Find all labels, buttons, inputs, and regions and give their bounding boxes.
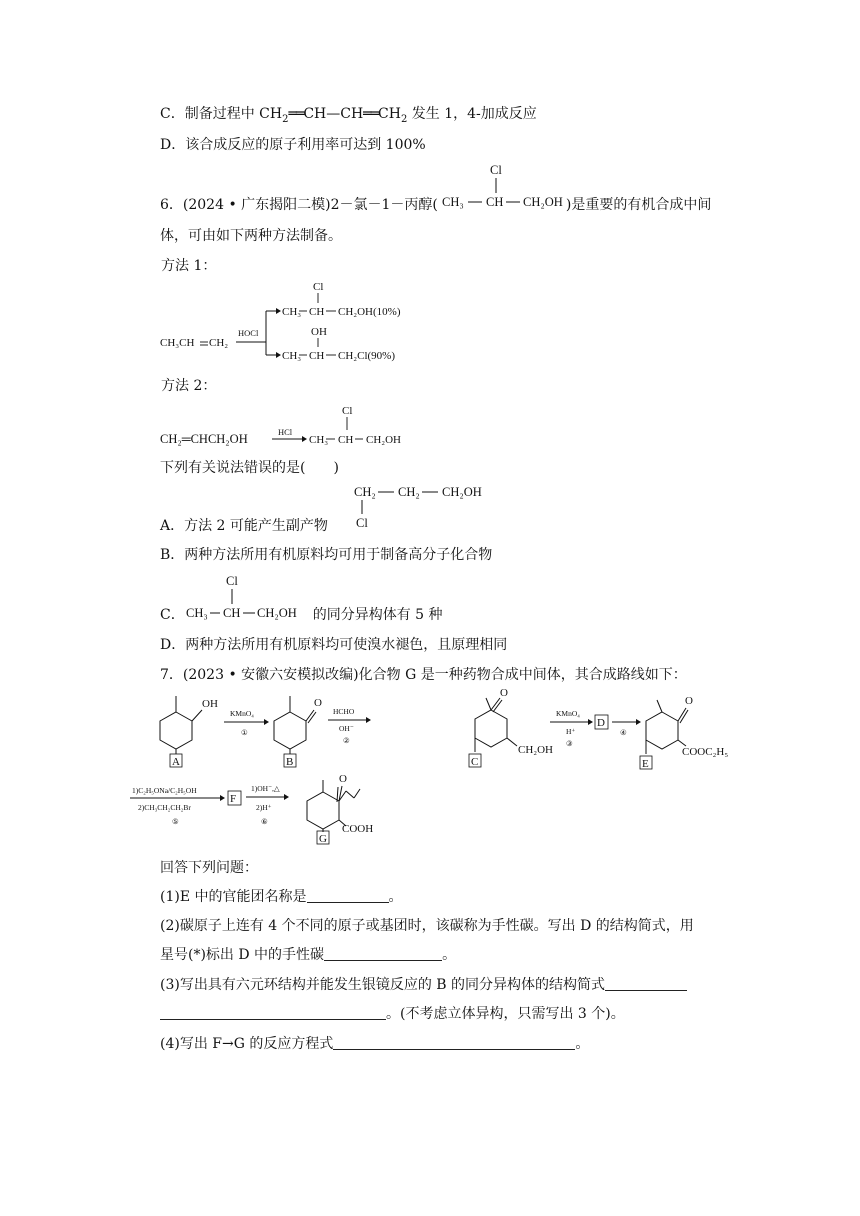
q3-end: 。(不考虑立体异构，只需写出 3 个)。 (386, 1006, 625, 1022)
q7-sub1 (160, 888, 403, 906)
compound-g (307, 773, 373, 845)
r1: KMnO₄ (230, 709, 254, 718)
label-c: C (471, 756, 479, 768)
q7-sub2-line2 (160, 946, 456, 964)
r3b: H⁺ (566, 727, 576, 736)
method1-label: 方法 1： (161, 258, 217, 274)
p1-tail: CH₂OH(10%) (338, 306, 401, 318)
q6-stem-structure (438, 162, 578, 214)
compound-c (469, 687, 553, 768)
c-ch3: CH₃ (186, 606, 208, 620)
q4-text: (4)写出 F→G 的反应方程式 (160, 1036, 334, 1052)
q6-stem-line2: 体，可由如下两种方法制备。 (160, 228, 342, 244)
m2-ch3: CH₃ (309, 434, 329, 446)
m2-ch: CH (338, 434, 354, 446)
p2-tail: CH₂Cl(90%) (338, 350, 395, 362)
g-o: O (339, 773, 347, 785)
r5a: 1)C₂H₅ONa/C₂H₅OH (132, 786, 197, 795)
q6-question: 下列有关说法错误的是( ) (160, 460, 339, 476)
q2-answer-blank[interactable] (324, 946, 442, 961)
option-c-pre: C． (160, 607, 185, 623)
ch-label: CH (486, 195, 504, 209)
q6-stem-pre: 6．(2024 • 广东揭阳二模)2－氯－1－丙醇( (160, 197, 438, 213)
q6-option-a: A．方法 2 可能产生副产物 (160, 518, 328, 534)
compound-b (274, 696, 322, 768)
q5-c-text-2: CH—CH (303, 106, 364, 122)
option-c-structure (184, 572, 324, 624)
p1-cl: Cl (313, 281, 324, 293)
hocl-reagent: HOCl (238, 328, 259, 338)
q5-option-d: D．该合成反应的原子利用率可达到 100% (160, 137, 426, 153)
p2-oh: OH (311, 326, 327, 338)
label-d: D (597, 717, 605, 729)
q6-stem (160, 196, 711, 214)
e-cooet: COOC₂H₅ (682, 746, 729, 758)
c-ch: CH (223, 606, 241, 620)
q7-sub3-line2 (160, 1005, 625, 1023)
q7-stem: 7．(2023 • 安徽六安模拟改编)化合物 G 是一种药物合成中间体，其合成路线如下： (160, 667, 687, 683)
r6b: 2)H⁺ (256, 803, 272, 812)
option-a-structure (352, 482, 492, 532)
q5-c-text-4: 发生 1，4-加成反应 (411, 106, 537, 122)
e-o: O (685, 695, 693, 707)
ch2oh-label: CH₂OH (523, 195, 563, 209)
q3-answer-blank-2[interactable] (160, 1005, 386, 1020)
g-cooh: COOH (342, 823, 374, 835)
q5-c-text-1: C．制备过程中 CH (160, 106, 283, 122)
q6-option-d: D．两种方法所用有机原料均可使溴水褪色，且原理相同 (160, 637, 508, 653)
p2-ch: CH (309, 350, 325, 362)
m2-cl: Cl (342, 405, 353, 417)
compound-a (160, 696, 218, 768)
p1-ch3: CH₃ (282, 306, 302, 318)
q1-text: (1)E 中的官能团名称是 (160, 889, 307, 905)
cl-label: Cl (490, 163, 502, 177)
compound-e (640, 695, 728, 770)
ch3-label: CH₃ (442, 195, 464, 209)
q2-end: 。 (442, 947, 457, 963)
hcl-reagent: HCl (278, 427, 293, 437)
q7-sub4 (160, 1035, 589, 1053)
label-e: E (642, 758, 649, 770)
q3-text: (3)写出具有六元环结构并能发生银镜反应的 B 的同分异构体的结构简式 (160, 977, 606, 993)
q4-answer-blank[interactable] (333, 1035, 575, 1050)
q5-c-text-3: CH (378, 106, 401, 122)
p1-ch: CH (309, 306, 325, 318)
n2: ② (343, 736, 350, 745)
q3-answer-blank-1[interactable] (605, 976, 687, 991)
label-a: A (172, 756, 180, 768)
q2-text: 星号(*)标出 D 中的手性碳 (160, 947, 325, 963)
n1: ① (241, 728, 248, 737)
c-o: O (500, 687, 508, 699)
q1-end: 。 (388, 889, 403, 905)
option-c-post: 的同分异构体有 5 种 (312, 607, 443, 623)
q7-synthesis-route (120, 687, 760, 850)
m2-ch2oh: CH₂OH (366, 434, 402, 446)
method2-scheme (160, 402, 420, 447)
method2-label: 方法 2： (161, 378, 217, 394)
q7-sub2-line1: (2)碳原子上连有 4 个不同的原子或基团时，该碳称为手性碳。写出 D 的结构简式，用 (160, 918, 694, 934)
r2a: HCHO (333, 707, 355, 716)
m1-reactant-b: CH₂ (209, 337, 229, 349)
q4-end: 。 (575, 1036, 590, 1052)
n5: ⑤ (172, 817, 179, 826)
a-ch2oh: CH₂OH (442, 485, 482, 499)
n3: ③ (566, 739, 573, 748)
n6: ⑥ (261, 817, 268, 826)
r2b: OH⁻ (339, 724, 354, 733)
r6a: 1)OH⁻,△ (251, 784, 280, 793)
p2-ch3: CH₃ (282, 350, 302, 362)
c-ch2oh: CH₂OH (257, 606, 297, 620)
answer-intro: 回答下列问题： (160, 860, 258, 876)
r5b: 2)CH₃CH₂CH₂Br (138, 803, 191, 812)
a-ch2-2: CH₂ (398, 485, 420, 499)
c-cl: Cl (226, 574, 238, 588)
c-ch2oh: CH₂OH (518, 744, 554, 756)
a-cl: Cl (356, 516, 368, 530)
q7-sub3-line1 (160, 976, 687, 994)
m1-reactant-a: CH₃CH (160, 337, 195, 349)
label-f: F (230, 793, 237, 805)
n4: ④ (620, 728, 627, 737)
a-ch2-1: CH₂ (354, 485, 376, 499)
method1-scheme (160, 280, 420, 365)
label-g: G (319, 833, 327, 845)
b-o: O (314, 697, 322, 709)
m2-reactant: CH₂═CHCH₂OH (160, 432, 248, 446)
q6-stem-post: )是重要的有机合成中间 (565, 197, 712, 213)
q5-option-c: C．制备过程中 $CH_2══CH—CH══CH_2$ 发生 1，4-加成反应 (160, 106, 537, 125)
label-b: B (286, 756, 294, 768)
q6-option-b: B．两种方法所用有机原料均可用于制备高分子化合物 (160, 547, 493, 563)
a-oh: OH (202, 698, 218, 710)
r3a: KMnO₄ (556, 709, 580, 718)
q1-answer-blank[interactable] (307, 888, 389, 903)
